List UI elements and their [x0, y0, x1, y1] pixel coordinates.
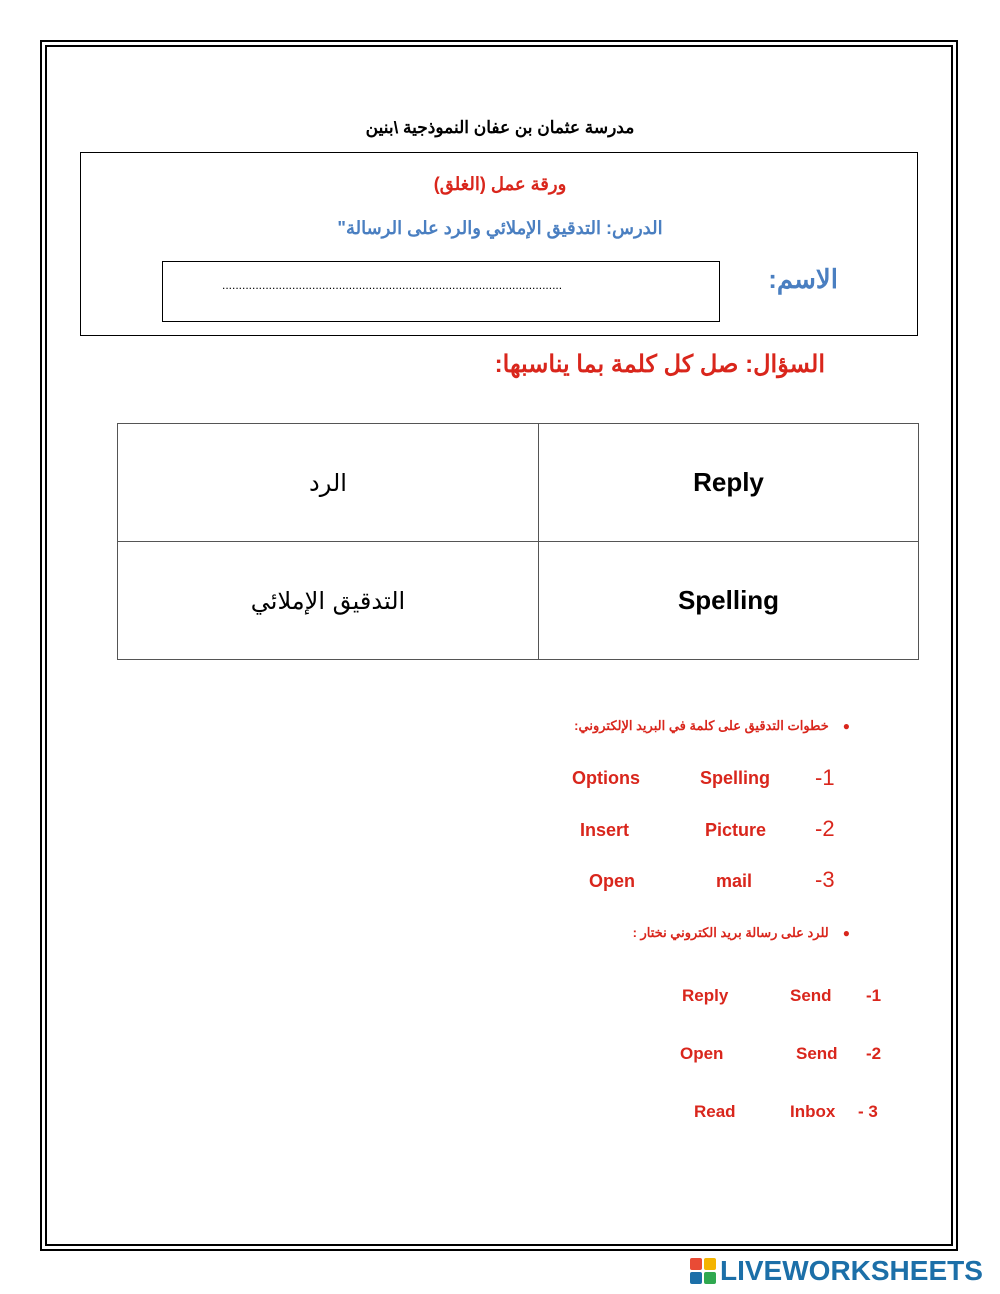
- section1-heading-line: [400, 718, 850, 734]
- section1-option-b[interactable]: Insert: [580, 820, 630, 840]
- section2-step-number: -2: [866, 1044, 882, 1063]
- section1-option-a[interactable]: Picture: [705, 820, 767, 840]
- section1-option-a[interactable]: Spelling: [700, 768, 771, 788]
- section1-option-b[interactable]: Options: [572, 768, 640, 788]
- section2-option-a[interactable]: Send: [790, 986, 832, 1005]
- bullet-icon: ●: [842, 926, 850, 940]
- section2-option-a[interactable]: Send: [796, 1044, 838, 1063]
- matching-table: [117, 423, 919, 660]
- section1-heading: خطوات التدقيق على كلمة في البريد الإلكتروني:: [574, 718, 829, 733]
- section2-option-b[interactable]: Reply: [682, 986, 729, 1005]
- section2-option-b[interactable]: Open: [680, 1044, 724, 1063]
- name-dots: ......................................................................................................: [222, 278, 563, 292]
- school-name: مدرسة عثمان بن عفان النموذجية \بنين: [365, 118, 635, 137]
- section2-step-number: -1: [866, 986, 882, 1005]
- section1-option-b[interactable]: Open: [589, 871, 636, 891]
- question-heading: السؤال: صل كل كلمة بما يناسبها:: [494, 351, 825, 378]
- section1-step-number: -1: [815, 765, 835, 790]
- name-label: الاسم:: [768, 264, 838, 294]
- section1-option-a[interactable]: mail: [716, 871, 753, 891]
- english-term-cell[interactable]: Reply: [539, 424, 919, 542]
- lesson-title: الدرس: التدقيق الإملائي والرد على الرسالة": [337, 218, 663, 238]
- section1-step-number: -2: [815, 816, 835, 841]
- section1-step-number: -3: [815, 867, 835, 892]
- liveworksheets-logo[interactable]: [690, 1256, 983, 1286]
- section2-option-a[interactable]: Inbox: [790, 1102, 836, 1121]
- arabic-term-cell[interactable]: التدقيق الإملائي: [118, 542, 539, 660]
- table-row: [118, 424, 919, 542]
- worksheet-title: ورقة عمل (الغلق): [433, 174, 567, 194]
- arabic-term-cell[interactable]: الرد: [118, 424, 539, 542]
- section2-option-b[interactable]: Read: [694, 1102, 736, 1121]
- section2-step-number: - 3: [858, 1102, 878, 1121]
- logo-icon: [690, 1258, 716, 1284]
- table-row: [118, 542, 919, 660]
- logo-text: LIVEWORKSHEETS: [720, 1255, 983, 1286]
- english-term-cell[interactable]: Spelling: [539, 542, 919, 660]
- section2-heading-line: [400, 925, 850, 941]
- bullet-icon: ●: [842, 719, 850, 733]
- section2-heading: للرد على رسالة بريد الكتروني نختار :: [632, 925, 829, 940]
